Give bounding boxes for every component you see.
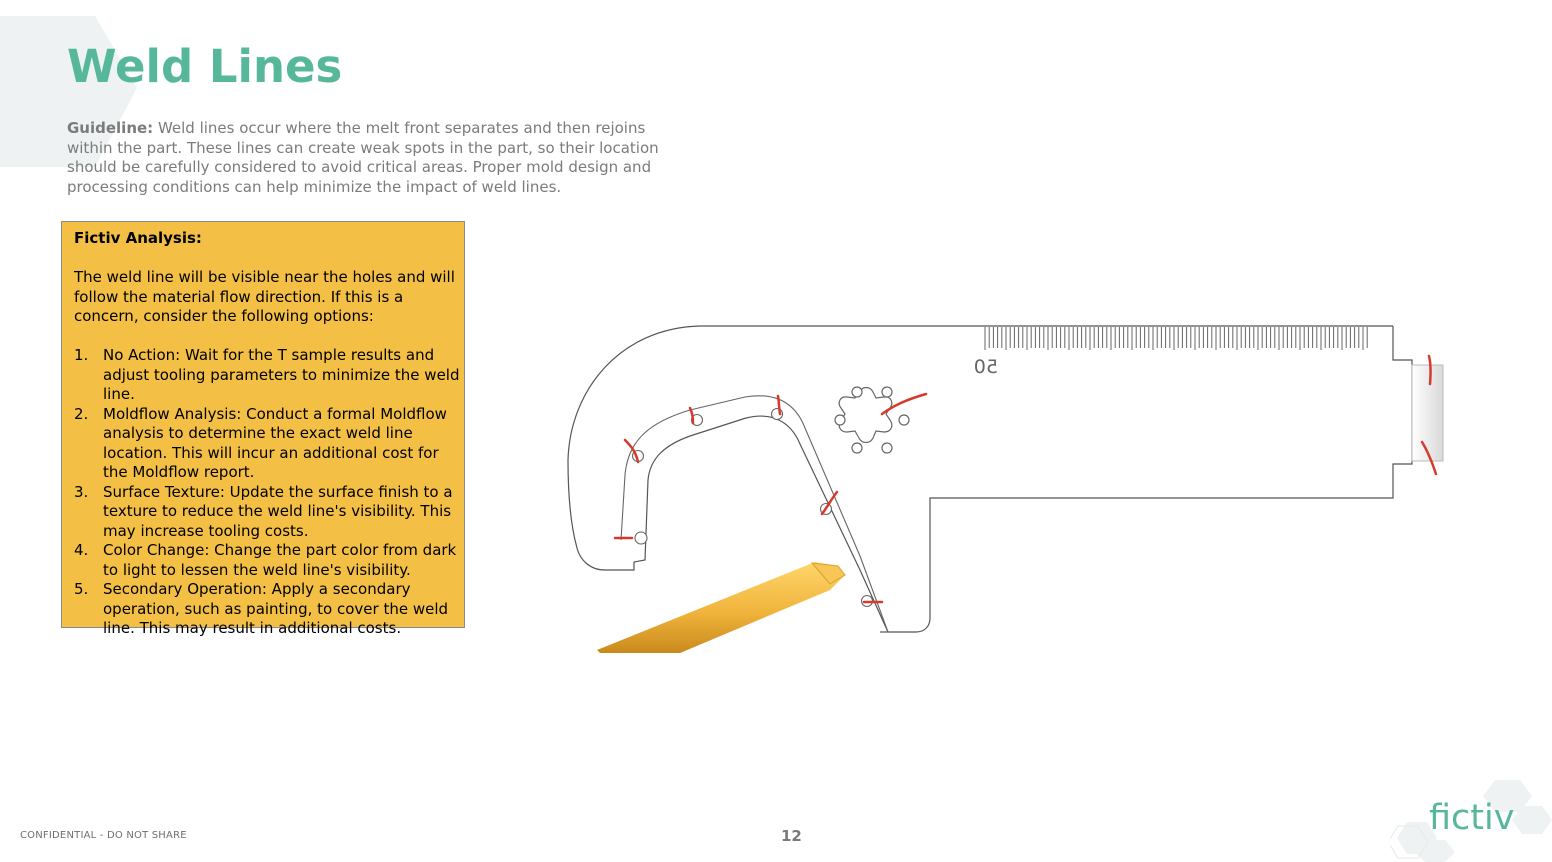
analysis-intro: The weld line will be visible near the holes and will follow the material flow direction. If this is a concern, consider the following options: xyxy=(74,268,455,325)
brand-logo: fictiv xyxy=(1429,798,1515,838)
option-item: 5. Secondary Operation: Apply a secondary operation, such as painting, to cover the weld line. This may result in additional costs. xyxy=(74,580,449,637)
gear-cutout xyxy=(835,387,909,453)
guideline-paragraph xyxy=(67,119,667,197)
ruler-label: 50 xyxy=(973,356,998,378)
part-figure xyxy=(560,310,1460,655)
option-item: 2. Moldflow Analysis: Conduct a formal Moldflow analysis to determine the exact weld line location. This will incur an additional cost for the Moldflow report. xyxy=(74,404,447,481)
guideline-text: Weld lines occur where the melt front separates and then rejoins within the part. These lines can create weak spots in the part, so their location should be carefully considered to avoid critical areas. Proper mold design and processing conditions can help minimize the impact of weld lines. xyxy=(67,119,659,196)
analysis-content xyxy=(74,229,460,639)
guideline-label: Guideline: xyxy=(67,119,154,137)
analysis-heading: Fictiv Analysis: xyxy=(74,229,202,247)
page-number: 12 xyxy=(781,827,802,845)
ruler-ticks xyxy=(985,327,1367,350)
option-item: 1. No Action: Wait for the T sample results and adjust tooling parameters to minimize the weld line. xyxy=(74,346,460,403)
weld-line-markers xyxy=(615,356,1436,602)
confidential-notice: CONFIDENTIAL - DO NOT SHARE xyxy=(20,830,187,841)
option-item: 3. Surface Texture: Update the surface finish to a texture to reduce the weld line's visibility. This may increase tooling costs. xyxy=(74,482,453,540)
page-title: Weld Lines xyxy=(67,40,343,93)
options-list xyxy=(74,346,460,639)
option-item: 4. Color Change: Change the part color from dark to light to lessen the weld line's visibility. xyxy=(74,541,457,579)
end-pin xyxy=(1412,365,1443,461)
gate-runner xyxy=(597,562,845,653)
